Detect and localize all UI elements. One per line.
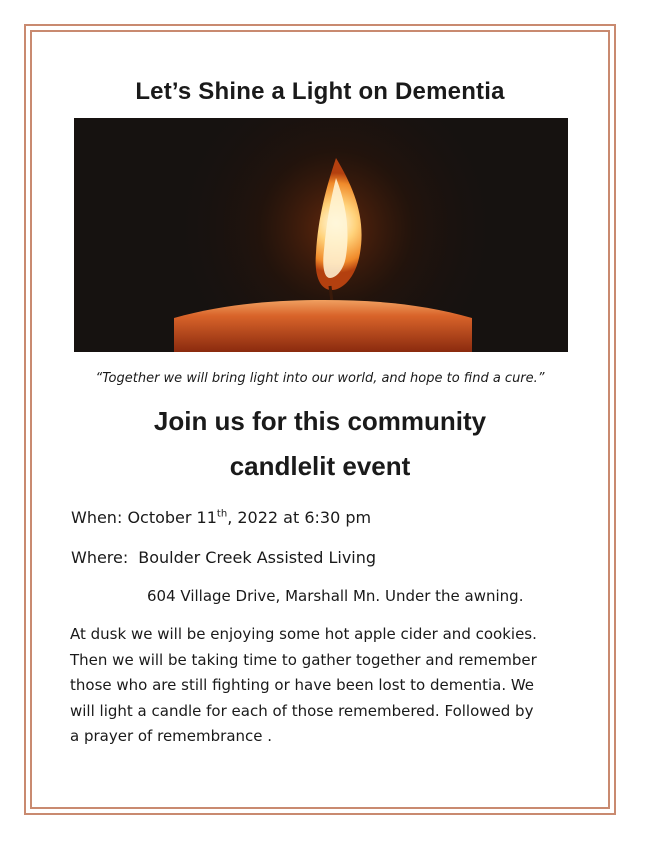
description-line: a prayer of remembrance .	[70, 727, 273, 745]
description-line: At dusk we will be enjoying some hot apple cider and cookies.	[70, 625, 537, 643]
when-line	[71, 508, 371, 527]
flyer-title: Let’s Shine a Light on Dementia	[135, 78, 505, 105]
when-date-time: , 2022 at 6:30 pm	[227, 508, 372, 527]
address-text: 604 Village Drive, Marshall Mn. Under the awning.	[147, 587, 524, 605]
when-label: When:	[71, 508, 123, 527]
headline-line-1: Join us for this community	[153, 406, 487, 436]
candle-flame-icon	[74, 118, 568, 352]
where-line	[71, 548, 376, 567]
description-line: those who are still fighting or have been lost to dementia. We	[70, 676, 535, 694]
when-date-suffix-ordinal: th	[216, 508, 228, 520]
description-line: will light a candle for each of those remembered. Followed by	[70, 701, 534, 720]
quote-text: “Together we will bring light into our world, and hope to find a cure.”	[95, 371, 545, 386]
when-date-prefix: October 11	[127, 508, 217, 527]
headline-line-2: candlelit event	[229, 451, 411, 481]
description-line: Then we will be taking time to gather together and remember	[70, 650, 537, 669]
candle-photo	[74, 118, 568, 352]
when-date	[127, 508, 371, 527]
event-description	[70, 622, 570, 750]
where-place: Boulder Creek Assisted Living	[138, 548, 377, 567]
where-label: Where:	[71, 548, 129, 567]
